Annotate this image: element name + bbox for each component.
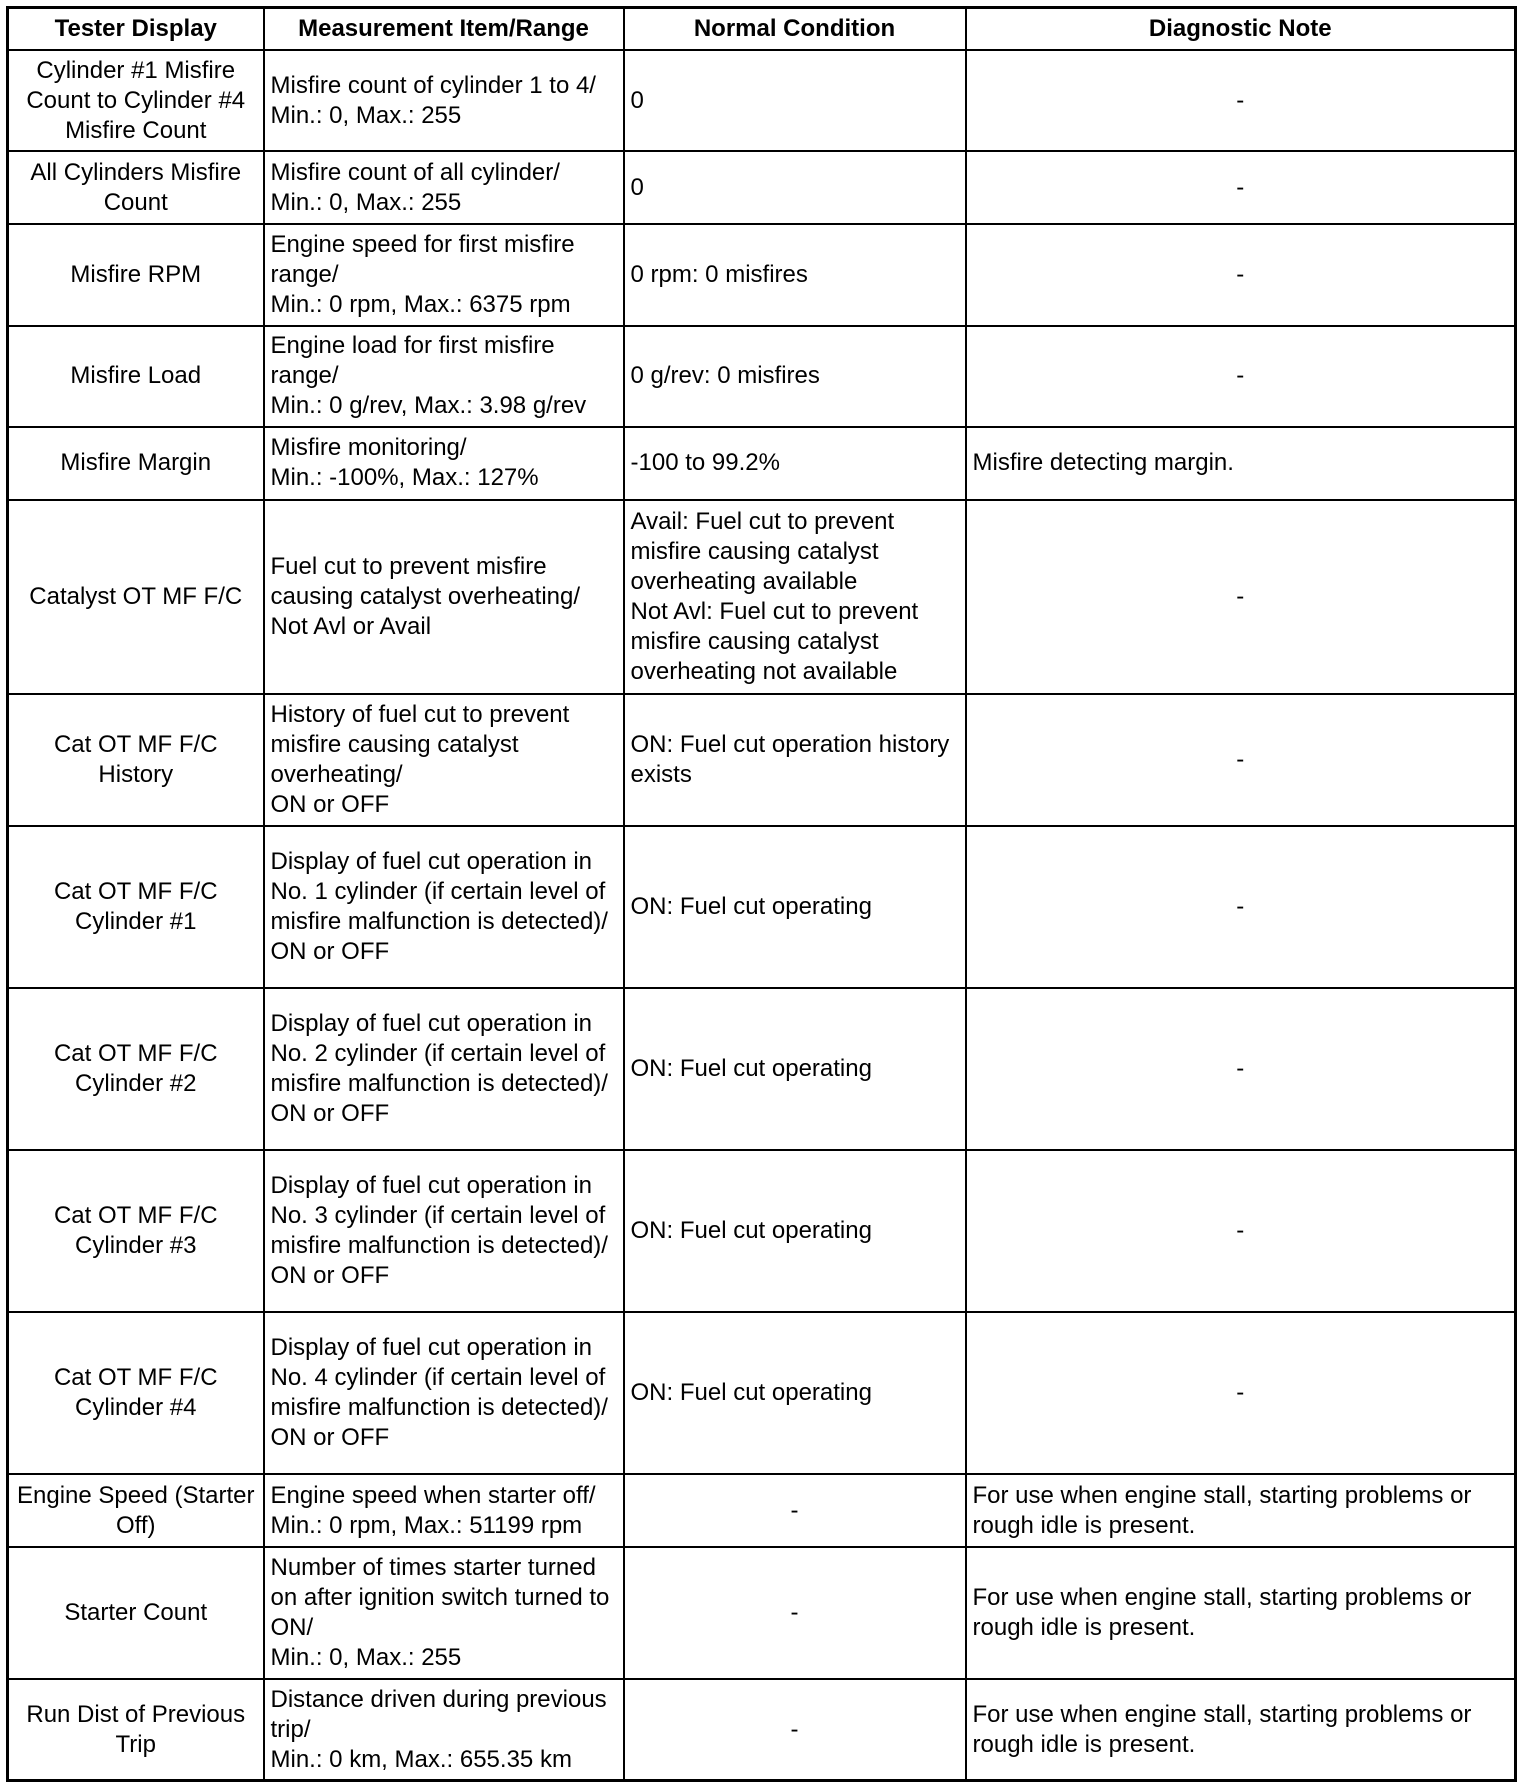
cell-measurement-item: Misfire monitoring/ Min.: -100%, Max.: 127% (264, 427, 624, 500)
cell-measurement-item: Engine speed for first misfire range/ Min.: 0 rpm, Max.: 6375 rpm (264, 224, 624, 325)
cell-normal-condition: - (624, 1547, 966, 1679)
table-row (8, 1679, 1516, 1780)
cell-measurement-item: Display of fuel cut operation in No. 3 cylinder (if certain level of misfire malfunction is detected)/ ON or OFF (264, 1150, 624, 1312)
cell-measurement-item: Display of fuel cut operation in No. 1 cylinder (if certain level of misfire malfunction is detected)/ ON or OFF (264, 826, 624, 988)
cell-tester-display: Misfire Load (8, 326, 264, 427)
cell-normal-condition: 0 rpm: 0 misfires (624, 224, 966, 325)
cell-diagnostic-note: For use when engine stall, starting problems or rough idle is present. (966, 1474, 1516, 1547)
cell-diagnostic-note: - (966, 1312, 1516, 1474)
data-list-table (6, 6, 1517, 1782)
table-row (8, 50, 1516, 151)
cell-normal-condition: - (624, 1474, 966, 1547)
cell-diagnostic-note: - (966, 694, 1516, 826)
cell-diagnostic-note: - (966, 151, 1516, 224)
cell-measurement-item: Engine speed when starter off/ Min.: 0 rpm, Max.: 51199 rpm (264, 1474, 624, 1547)
cell-tester-display: All Cylinders Misfire Count (8, 151, 264, 224)
cell-diagnostic-note: - (966, 826, 1516, 988)
table-row (8, 826, 1516, 988)
header-measurement-item: Measurement Item/Range (264, 8, 624, 51)
header-normal-condition: Normal Condition (624, 8, 966, 51)
cell-measurement-item: Distance driven during previous trip/ Min.: 0 km, Max.: 655.35 km (264, 1679, 624, 1780)
cell-normal-condition: ON: Fuel cut operating (624, 988, 966, 1150)
cell-normal-condition: 0 (624, 151, 966, 224)
cell-tester-display: Cat OT MF F/C Cylinder #2 (8, 988, 264, 1150)
table-row (8, 1312, 1516, 1474)
table-row (8, 1547, 1516, 1679)
cell-normal-condition: ON: Fuel cut operating (624, 1150, 966, 1312)
cell-diagnostic-note: - (966, 50, 1516, 151)
cell-tester-display: Cylinder #1 Misfire Count to Cylinder #4 Misfire Count (8, 50, 264, 151)
cell-diagnostic-note: - (966, 500, 1516, 695)
cell-measurement-item: Display of fuel cut operation in No. 4 cylinder (if certain level of misfire malfunction is detected)/ ON or OFF (264, 1312, 624, 1474)
header-row (8, 8, 1516, 51)
cell-diagnostic-note: - (966, 1150, 1516, 1312)
table-row (8, 224, 1516, 325)
cell-measurement-item: Misfire count of all cylinder/ Min.: 0, Max.: 255 (264, 151, 624, 224)
cell-normal-condition: ON: Fuel cut operating (624, 826, 966, 988)
cell-diagnostic-note: Misfire detecting margin. (966, 427, 1516, 500)
cell-measurement-item: Number of times starter turned on after ignition switch turned to ON/ Min.: 0, Max.: 255 (264, 1547, 624, 1679)
cell-normal-condition: 0 (624, 50, 966, 151)
cell-measurement-item: Display of fuel cut operation in No. 2 cylinder (if certain level of misfire malfunction is detected)/ ON or OFF (264, 988, 624, 1150)
table-row (8, 151, 1516, 224)
table-row (8, 427, 1516, 500)
cell-diagnostic-note: - (966, 326, 1516, 427)
cell-tester-display: Misfire Margin (8, 427, 264, 500)
table-body (8, 50, 1516, 1781)
cell-tester-display: Cat OT MF F/C Cylinder #4 (8, 1312, 264, 1474)
cell-normal-condition: ON: Fuel cut operating (624, 1312, 966, 1474)
cell-tester-display: Cat OT MF F/C Cylinder #3 (8, 1150, 264, 1312)
table-row (8, 988, 1516, 1150)
table-row (8, 1150, 1516, 1312)
cell-diagnostic-note: For use when engine stall, starting problems or rough idle is present. (966, 1547, 1516, 1679)
table-row (8, 500, 1516, 695)
cell-measurement-item: Misfire count of cylinder 1 to 4/ Min.: 0, Max.: 255 (264, 50, 624, 151)
cell-diagnostic-note: For use when engine stall, starting problems or rough idle is present. (966, 1679, 1516, 1780)
table-row (8, 326, 1516, 427)
cell-diagnostic-note: - (966, 224, 1516, 325)
cell-normal-condition: - (624, 1679, 966, 1780)
cell-measurement-item: Fuel cut to prevent misfire causing catalyst overheating/ Not Avl or Avail (264, 500, 624, 695)
cell-normal-condition: -100 to 99.2% (624, 427, 966, 500)
cell-tester-display: Cat OT MF F/C History (8, 694, 264, 826)
cell-tester-display: Starter Count (8, 1547, 264, 1679)
cell-tester-display: Catalyst OT MF F/C (8, 500, 264, 695)
cell-tester-display: Run Dist of Previous Trip (8, 1679, 264, 1780)
cell-normal-condition: Avail: Fuel cut to prevent misfire causing catalyst overheating available Not Avl: Fuel cut to prevent misfire causing catalyst overheating not available (624, 500, 966, 695)
cell-diagnostic-note: - (966, 988, 1516, 1150)
header-diagnostic-note: Diagnostic Note (966, 8, 1516, 51)
cell-tester-display: Cat OT MF F/C Cylinder #1 (8, 826, 264, 988)
cell-measurement-item: Engine load for first misfire range/ Min.: 0 g/rev, Max.: 3.98 g/rev (264, 326, 624, 427)
cell-normal-condition: ON: Fuel cut operation history exists (624, 694, 966, 826)
table-row (8, 1474, 1516, 1547)
cell-tester-display: Misfire RPM (8, 224, 264, 325)
header-tester-display: Tester Display (8, 8, 264, 51)
table-row (8, 694, 1516, 826)
cell-measurement-item: History of fuel cut to prevent misfire causing catalyst overheating/ ON or OFF (264, 694, 624, 826)
cell-tester-display: Engine Speed (Starter Off) (8, 1474, 264, 1547)
cell-normal-condition: 0 g/rev: 0 misfires (624, 326, 966, 427)
